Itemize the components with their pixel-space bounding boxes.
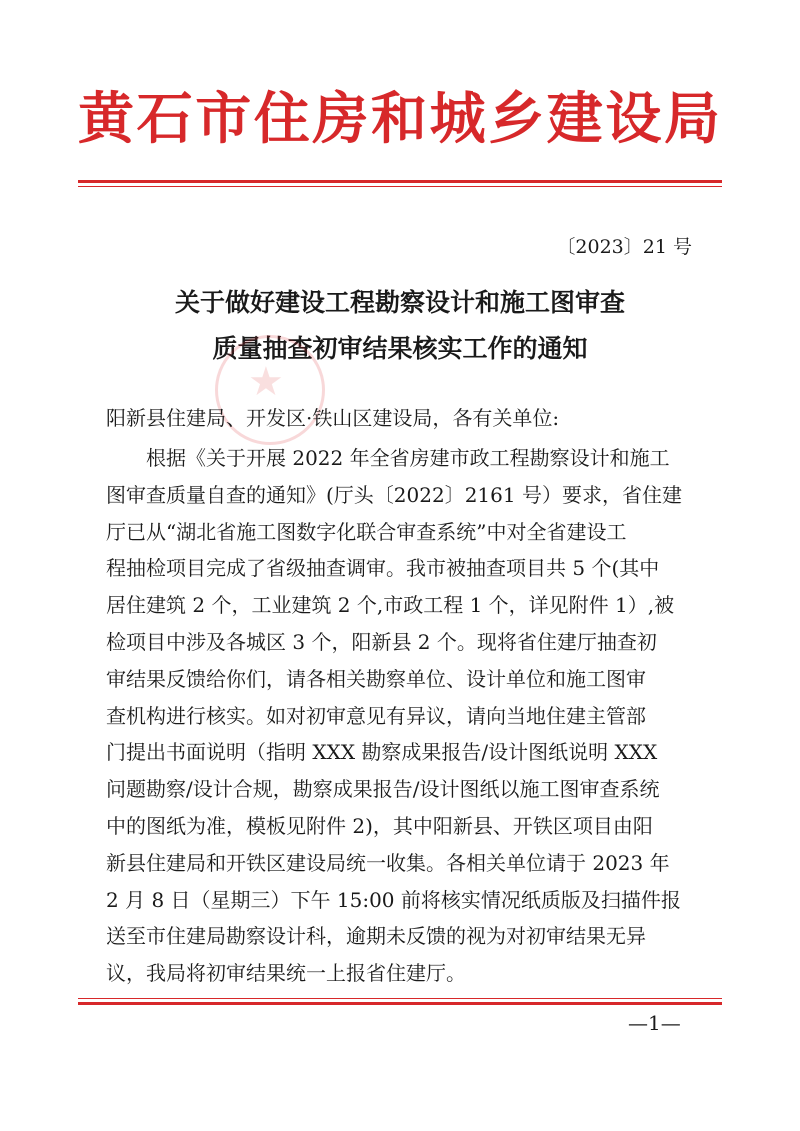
footer-divider-thin — [78, 998, 722, 999]
body-line: 议，我局将初审结果统一上报省住建厅。 — [106, 961, 466, 986]
issuing-authority-header: 黄石市住房和城乡建设局 — [78, 87, 722, 152]
header-divider-thin — [78, 186, 722, 187]
body-line: 审结果反馈给你们，请各相关勘察单位、设计单位和施工图审 — [106, 666, 646, 691]
body-line: 图审查质量自查的通知》(厅头〔2022〕2161 号）要求，省住建 — [106, 482, 682, 507]
body-line: 新县住建局和开铁区建设局统一收集。各相关单位请于 2023 年 — [106, 850, 670, 875]
body-paragraph — [106, 440, 686, 992]
body-line: 检项目中涉及各城区 3 个，阳新县 2 个。现将省住建厅抽查初 — [106, 629, 657, 654]
body-line: 2 月 8 日（星期三）下午 15:00 前将核实情况纸质版及扫描件报 — [106, 887, 681, 912]
body-line: 中的图纸为准，模板见附件 2)，其中阳新县、开铁区项目由阳 — [106, 813, 653, 838]
salutation: 阳新县住建局、开发区·铁山区建设局，各有关单位: — [106, 406, 560, 430]
seal-star-icon: ★ — [248, 359, 284, 405]
body-line: 居住建筑 2 个，工业建筑 2 个,市政工程 1 个，详见附件 1）,被 — [106, 593, 675, 618]
body-line: 厅已从“湖北省施工图数字化联合审查系统”中对全省建设工 — [106, 519, 627, 544]
body-line: 问题勘察/设计合规，勘察成果报告/设计图纸以施工图审查系统 — [106, 777, 660, 802]
body-line: 程抽检项目完成了省级抽查调审。我市被抽查项目共 5 个(其中 — [106, 556, 660, 581]
document-title — [78, 280, 722, 372]
document-title-line: 质量抽查初审结果核实工作的通知 — [212, 334, 588, 363]
body-line: 送至市住建局勘察设计科，逾期未反馈的视为对初审结果无异 — [106, 924, 646, 949]
document-title-line: 关于做好建设工程勘察设计和施工图审查 — [174, 288, 625, 317]
document-number: 〔2023〕21 号 — [556, 236, 692, 258]
footer-divider-thick — [78, 1002, 722, 1005]
body-line: 根据《关于开展 2022 年全省房建市政工程勘察设计和施工 — [106, 446, 670, 470]
body-line: 查机构进行核实。如对初审意见有异议，请向当地住建主管部 — [106, 703, 646, 728]
body-line: 门提出书面说明（指明 XXX 勘察成果报告/设计图纸说明 XXX — [106, 740, 658, 765]
header-divider-thick — [78, 180, 722, 183]
page-number: —1— — [628, 1011, 681, 1035]
